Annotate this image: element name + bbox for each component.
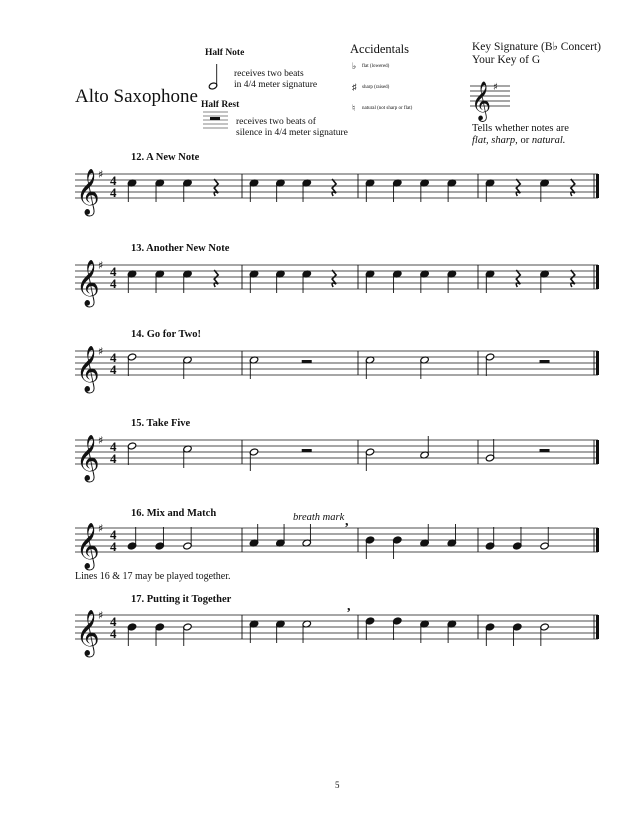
page-number: 5 (335, 780, 340, 790)
quarter-note (420, 620, 429, 643)
quarter-note (513, 527, 522, 550)
quarter-note (365, 617, 374, 640)
treble-clef-icon: 𝄞 (76, 523, 100, 569)
quarter-rest-icon (571, 270, 575, 287)
staff-13 (75, 259, 599, 308)
quarter-note (127, 270, 136, 293)
staff-14 (75, 345, 599, 394)
quarter-note (183, 179, 192, 202)
half-note (540, 623, 549, 646)
staff-12 (75, 168, 599, 217)
exercise-title-16: 16. Mix and Match (131, 508, 217, 519)
quarter-note (155, 527, 164, 550)
quarter-note (393, 536, 402, 559)
breath-mark-icon: , (345, 514, 349, 529)
quarter-rest-icon (332, 270, 336, 287)
key-signature-example (470, 81, 510, 122)
quarter-note (276, 179, 285, 202)
quarter-note (155, 179, 164, 202)
flat-icon: ♭ (352, 61, 357, 71)
quarter-rest-icon (516, 270, 520, 287)
time-signature-top: 4 (110, 350, 117, 365)
treble-clef-icon: 𝄞 (76, 346, 100, 392)
final-barline-thick (596, 351, 599, 375)
final-barline-thick (596, 528, 599, 552)
quarter-note (249, 620, 258, 643)
half-note (420, 436, 429, 459)
treble-clef-icon: 𝄞 (76, 610, 100, 656)
half-note (365, 356, 374, 379)
natural-italic: natural. (531, 135, 566, 146)
final-barline-thick (596, 615, 599, 639)
exercise-title-14: 14. Go for Two! (131, 329, 201, 340)
exercise-title-13: 13. Another New Note (131, 243, 230, 254)
breath-mark-icon: , (347, 599, 351, 614)
key-signature-title-line-2: Your Key of G (472, 54, 541, 66)
treble-clef-icon: 𝄞 (76, 169, 100, 215)
half-note (540, 527, 549, 550)
quarter-note (485, 623, 494, 646)
sharp-icon: ♯ (352, 82, 357, 92)
key-signature-sharp-icon: ♯ (98, 345, 104, 358)
half-note (249, 356, 258, 379)
half-note-example (208, 64, 217, 90)
quarter-note (420, 270, 429, 293)
exercise-title-15: 15. Take Five (131, 418, 191, 429)
half-note-desc-line-1: receives two beats (234, 69, 304, 79)
natural-label: natural (not sharp or flat) (362, 106, 413, 111)
quarter-note (447, 620, 456, 643)
quarter-note (447, 179, 456, 202)
quarter-note (127, 179, 136, 202)
half-rest-desc-line-1: receives two beats of (236, 117, 316, 127)
half-rest-label: Half Rest (201, 100, 240, 110)
time-signature-top: 4 (110, 439, 117, 454)
half-note (183, 527, 192, 550)
exercise-title-12: 12. A New Note (131, 152, 200, 163)
quarter-note (127, 623, 136, 646)
key-signature-title-line-1: Key Signature (B♭ Concert) (472, 41, 602, 53)
half-note-desc-line-2: in 4/4 meter signature (234, 80, 318, 90)
staff-15 (75, 434, 599, 483)
time-signature-bottom: 4 (110, 276, 117, 291)
quarter-note (183, 270, 192, 293)
quarter-note (513, 623, 522, 646)
treble-clef-icon: 𝄞 (76, 435, 100, 481)
sharp-label: sharp (raised) (362, 85, 390, 90)
flat-sharp-italic: flat, sharp, (472, 135, 518, 146)
quarter-note (276, 270, 285, 293)
quarter-note (393, 179, 402, 202)
quarter-note (540, 179, 549, 202)
half-note-label: Half Note (205, 48, 245, 58)
quarter-note (485, 270, 494, 293)
accidentals-title: Accidentals (350, 42, 410, 56)
half-note (249, 448, 258, 471)
half-note (420, 356, 429, 379)
half-note (302, 524, 311, 547)
breath-mark-annotation: breath mark (293, 512, 345, 523)
quarter-rest-icon (516, 179, 520, 196)
instrument-title: Alto Saxophone (75, 86, 198, 107)
quarter-note (249, 524, 258, 547)
half-rest-example (203, 112, 228, 128)
key-signature-desc-line-1: Tells whether notes are (472, 123, 569, 134)
quarter-note (485, 527, 494, 550)
quarter-note (540, 270, 549, 293)
half-note (127, 353, 136, 376)
quarter-note (365, 536, 374, 559)
quarter-note (127, 527, 136, 550)
flat-label: flat (lowered) (362, 64, 390, 69)
half-note (183, 445, 192, 468)
performance-note: Lines 16 & 17 may be played together. (75, 571, 231, 582)
quarter-note (420, 524, 429, 547)
quarter-note (155, 623, 164, 646)
quarter-rest-icon (332, 179, 336, 196)
quarter-note (276, 524, 285, 547)
time-signature-top: 4 (110, 614, 117, 629)
key-signature-sharp-icon: ♯ (98, 168, 104, 181)
treble-clef-icon: 𝄞 (76, 260, 100, 306)
key-signature-sharp-icon: ♯ (98, 434, 104, 447)
half-note (183, 623, 192, 646)
key-signature-sharp-icon: ♯ (98, 522, 104, 535)
half-note (485, 353, 494, 376)
time-signature-top: 4 (110, 173, 117, 188)
key-signature-sharp-icon: ♯ (98, 259, 104, 272)
staff-16 (75, 522, 599, 571)
quarter-note (447, 524, 456, 547)
half-note (183, 356, 192, 379)
time-signature-top: 4 (110, 527, 117, 542)
final-barline-thick (596, 265, 599, 289)
quarter-note (447, 270, 456, 293)
time-signature-top: 4 (110, 264, 117, 279)
time-signature-bottom: 4 (110, 626, 117, 641)
half-note (302, 620, 311, 643)
half-rest-icon (302, 360, 312, 363)
half-note (485, 439, 494, 462)
quarter-note (420, 179, 429, 202)
quarter-rest-icon (571, 179, 575, 196)
quarter-note (155, 270, 164, 293)
quarter-note (302, 270, 311, 293)
or-text: or (517, 135, 532, 146)
quarter-note (393, 617, 402, 640)
time-signature-bottom: 4 (110, 451, 117, 466)
quarter-note (485, 179, 494, 202)
key-signature-sharp-icon: ♯ (98, 609, 104, 622)
half-rest-icon (302, 449, 312, 452)
time-signature-bottom: 4 (110, 362, 117, 377)
exercise-title-17: 17. Putting it Together (131, 594, 232, 605)
time-signature-bottom: 4 (110, 185, 117, 200)
quarter-rest-icon (214, 179, 218, 196)
quarter-note (276, 620, 285, 643)
final-barline-thick (596, 174, 599, 198)
quarter-note (365, 270, 374, 293)
final-barline-thick (596, 440, 599, 464)
half-rest-icon (540, 360, 550, 363)
half-rest-icon (210, 117, 220, 120)
half-note (127, 442, 136, 465)
time-signature-bottom: 4 (110, 539, 117, 554)
quarter-note (302, 179, 311, 202)
half-note (365, 448, 374, 471)
quarter-note (365, 179, 374, 202)
staff-17 (75, 609, 599, 658)
quarter-note (393, 270, 402, 293)
sharp-icon: ♯ (493, 82, 498, 93)
half-rest-desc-line-2: silence in 4/4 meter signature (236, 128, 348, 138)
half-rest-icon (540, 449, 550, 452)
quarter-note (249, 270, 258, 293)
quarter-note (249, 179, 258, 202)
natural-icon: ♮ (352, 103, 356, 113)
treble-clef-icon: 𝄞 (471, 81, 492, 121)
quarter-rest-icon (214, 270, 218, 287)
